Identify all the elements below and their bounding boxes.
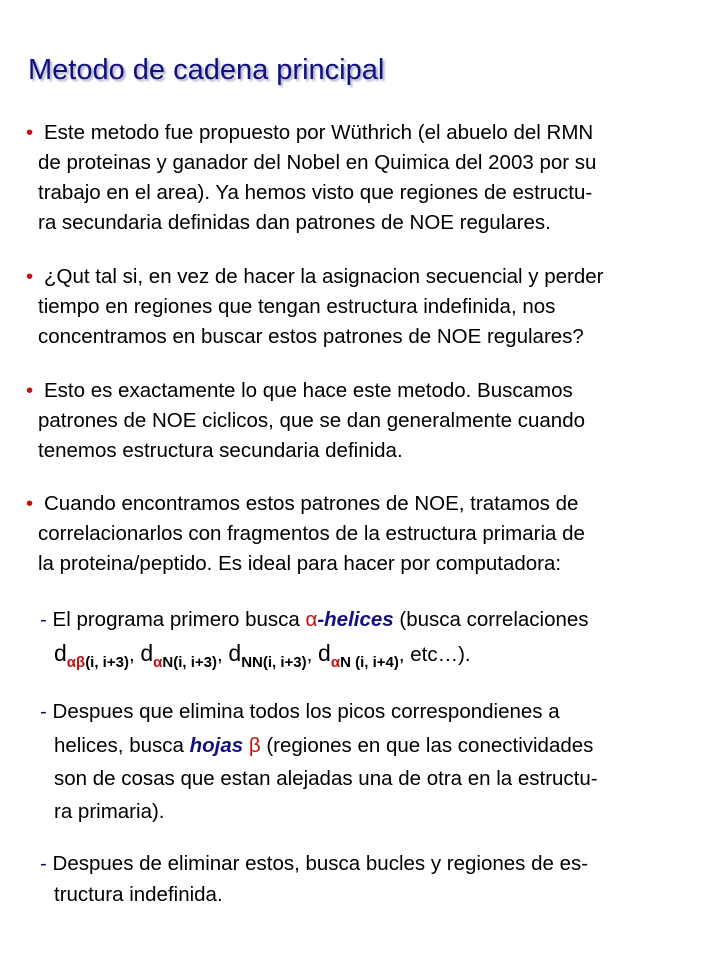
d-nn-term: $d_{NN(i, i+3)}$ <box>228 640 307 671</box>
dash-marker: - <box>40 700 47 723</box>
hojas-term: hojas <box>189 734 244 757</box>
subitem-2-line-2: helices, busca hojas β (regiones en que las conectividades <box>54 734 594 757</box>
bullet-3-line-1: Esto es exactamente lo que hace este metodo. Buscamos <box>44 379 573 402</box>
slide-title: Metodo de cadena principal <box>28 54 385 86</box>
subitem-1-line-1 <box>40 605 589 635</box>
bullet-1-line-4: ra secundaria definidas dan patrones de NOE regulares. <box>38 211 551 234</box>
bullet-4-line-2: correlacionarlos con fragmentos de la estructura primaria de <box>38 522 585 545</box>
bullet-2-line-1: ¿Qut tal si, en vez de hacer la asignacion secuencial y perder <box>44 265 604 288</box>
bullet-4-line-1: Cuando encontramos estos patrones de NOE, tratamos de <box>44 492 579 515</box>
bullet-marker: • <box>26 379 34 402</box>
subitem-3-line-2: tructura indefinida. <box>54 883 223 906</box>
bullet-1-line-3: trabajo en el area). Ya hemos visto que regiones de estructu- <box>38 181 593 204</box>
alpha-symbol: α <box>305 608 318 631</box>
subitem-1-text: El programa primero busca <box>52 608 306 631</box>
bullet-1-line-1: Este metodo fue propuesto por Wüthrich (el abuelo del RMN <box>44 121 594 144</box>
bullet-2-line-2: tiempo en regiones que tengan estructura indefinida, nos <box>38 295 556 318</box>
subitem-1-text-post: (busca correlaciones <box>393 608 589 631</box>
bullet-4-line-3: la proteina/peptido. Es ideal para hacer por computadora: <box>38 552 562 575</box>
d-alpha-n-term: $d_{\alpha N(i, i+3)}$ <box>140 640 217 671</box>
bullet-3-line-2: patrones de NOE ciclicos, que se dan generalmente cuando <box>38 409 586 432</box>
dash-marker: - <box>40 852 47 875</box>
bullet-3-line-3: tenemos estructura secundaria definida. <box>38 439 403 462</box>
bullet-marker: • <box>26 121 34 144</box>
dash-marker: - <box>40 608 47 631</box>
beta-symbol: β <box>243 734 267 757</box>
d-alpha-n-i4-term: $d_{\alpha N (i, i+4)}$ <box>318 640 399 671</box>
etc-text: etc…). <box>404 643 471 666</box>
helices-term: -helices <box>317 608 394 631</box>
subitem-2-line-1: - Despues que elimina todos los picos correspondienes a <box>40 700 560 723</box>
subitem-2-line-3: son de cosas que estan alejadas una de otra en la estructu- <box>54 767 598 790</box>
bullet-marker: • <box>26 265 34 288</box>
d-alpha-beta-term: $d_{\alpha\beta(i, i+3)}$ <box>54 640 129 671</box>
bullet-1-line-2: de proteinas y ganador del Nobel en Quimica del 2003 por su <box>38 151 597 174</box>
subitem-3-line-1: - Despues de eliminar estos, busca bucles y regiones de es- <box>40 852 589 875</box>
subitem-2-line-4: ra primaria). <box>54 800 165 823</box>
bullet-2-line-3: concentramos en buscar estos patrones de NOE regulares? <box>38 325 584 348</box>
subitem-1-line-2: $d_{\alpha\beta(i, i+3)}$, $d_{\alpha N(i, i+3)}$, $d_{NN(i, i+3)}$, $d_{\alpha N (i, i+4)}$, etc…). <box>54 640 471 671</box>
bullet-marker: • <box>26 492 34 515</box>
